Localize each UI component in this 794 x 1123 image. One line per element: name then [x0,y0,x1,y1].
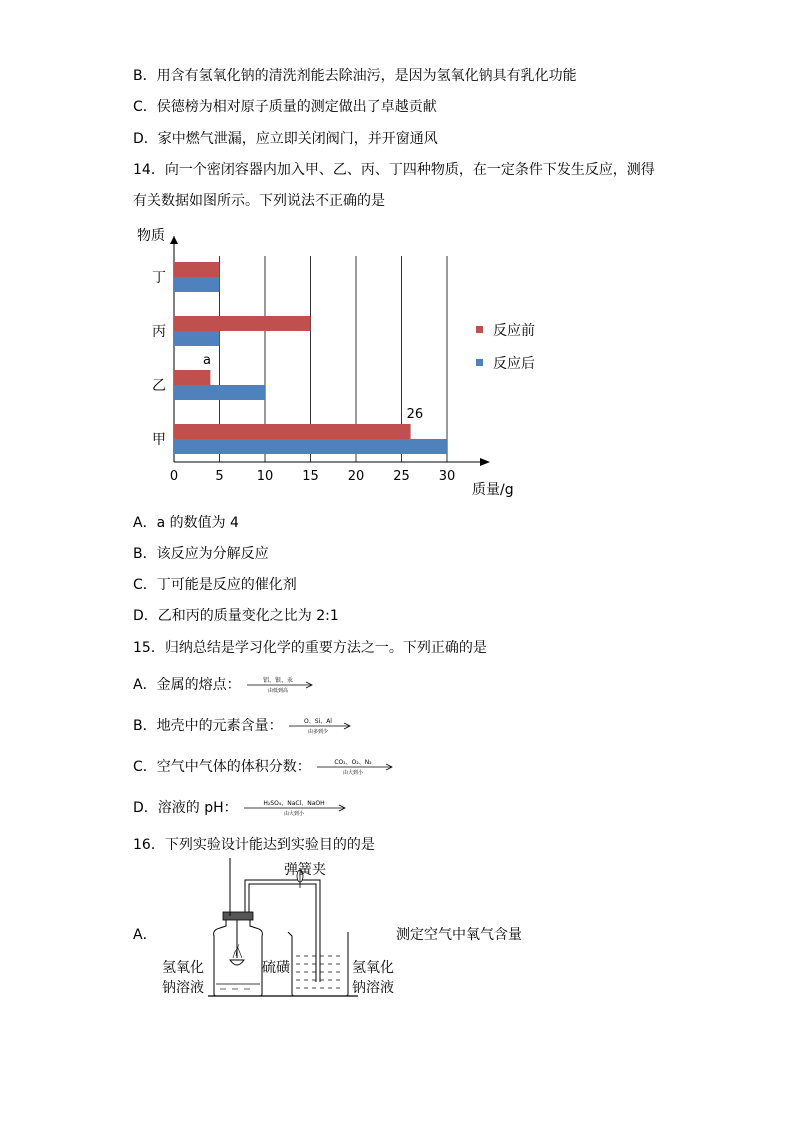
bar-丙-1 [174,331,220,346]
xtick-label: 20 [347,469,365,484]
experiment-purpose: 测定空气中氧气含量 [396,927,522,943]
xtick-label: 15 [302,469,319,484]
apparatus-diagram [150,858,570,1008]
option-16a-label: A． [133,927,157,943]
option-13d: D．家中燃气泄漏，应立即关闭阀门，并开窗通风 [133,131,438,147]
xtick-label: 10 [256,469,274,484]
mass-bar-chart [0,222,794,512]
legend-swatch-after [476,359,483,366]
bar-甲-0 [174,424,411,439]
bar-甲-1 [174,439,447,454]
arrow-15c-top: CO₂、O₂、N₂ [334,759,372,766]
xtick-label: 5 [215,469,224,484]
option-15d [133,799,348,817]
y-axis-arrow [170,236,178,244]
option-14a: A．a 的数值为 4 [133,515,239,531]
xtick-label: 30 [438,469,456,484]
xtick-label: 0 [169,469,179,484]
arrow-15d-bottom: 由大到小 [284,811,305,817]
option-14d: D．乙和丙的质量变化之比为 2:1 [133,608,339,624]
bar-丙-0 [174,316,311,331]
x-axis-arrow [480,458,490,466]
question-14-line1: 14．向一个密闭容器内加入甲、乙、丙、丁四种物质，在一定条件下发生反应，测得 [133,162,655,178]
option-13c: C．侯德榜为相对原子质量的测定做出了卓越贡献 [133,99,437,115]
question-15: 15．归纳总结是学习化学的重要方法之一。下列正确的是 [133,640,487,656]
bar-丁-0 [174,262,220,277]
right-solution-label-1: 氢氧化 [352,960,394,976]
question-14-line2: 有关数据如图所示。下列说法不正确的是 [133,193,385,209]
arrow-15b [287,717,353,735]
ytick-label: 乙 [152,378,166,394]
stopper [223,912,253,920]
legend-label-after: 反应后 [493,356,535,372]
right-solution-label-2: 钠溶液 [352,980,394,996]
clip-label: 弹簧夹 [284,862,326,878]
left-solution-label-1: 氢氧化 [162,960,204,976]
option-15c [133,758,395,776]
option-15c-label: C．空气中气体的体积分数： [133,759,311,775]
arrow-15d [242,799,348,817]
option-13b: B．用含有氢氧化钠的清洗剂能去除油污，是因为氢氧化钠具有乳化功能 [133,68,577,84]
xtick-label: 25 [393,469,410,484]
arrow-15a [245,676,315,694]
option-15b-label: B．地壳中的元素含量： [133,718,283,734]
option-15a [133,676,315,694]
arrow-15c-bottom: 由大到小 [343,770,364,776]
bar-乙-0 [174,370,210,385]
ytick-label: 丁 [152,270,166,286]
beaker [288,932,348,996]
bar-丁-1 [174,277,220,292]
option-15d-label: D．溶液的 pH： [133,800,238,816]
chart-legend [476,323,535,372]
ytick-label: 丙 [152,324,166,340]
jar [214,858,263,996]
arrow-15d-top: H₂SO₄、NaCl、NaOH [263,800,325,807]
option-14c: C．丁可能是反应的催化剂 [133,577,297,593]
ytick-label: 甲 [152,432,166,448]
arrow-15a-bottom: 由低到高 [268,688,289,694]
option-14b: B．该反应为分解反应 [133,546,269,562]
bar-annotation: 26 [406,407,424,422]
chart-ylabel: 物质 [137,228,165,244]
legend-swatch-before [476,326,483,333]
sulfur-label: 硫磺 [262,960,290,976]
bar-乙-1 [174,385,265,400]
option-15b [133,717,353,735]
bar-annotation: a [203,353,211,368]
chart-xlabel: 质量/g [472,482,514,498]
arrow-15a-top: 铝、银、汞 [263,677,294,684]
option-15a-label: A．金属的熔点： [133,677,241,693]
legend-label-before: 反应前 [493,323,535,339]
arrow-15b-top: O、Si、Al [304,718,333,725]
arrow-15b-bottom: 由多到少 [308,729,329,735]
arrow-15c [315,758,395,776]
question-16: 16．下列实验设计能达到实验目的的是 [133,837,375,853]
left-solution-label-2: 钠溶液 [162,980,204,996]
